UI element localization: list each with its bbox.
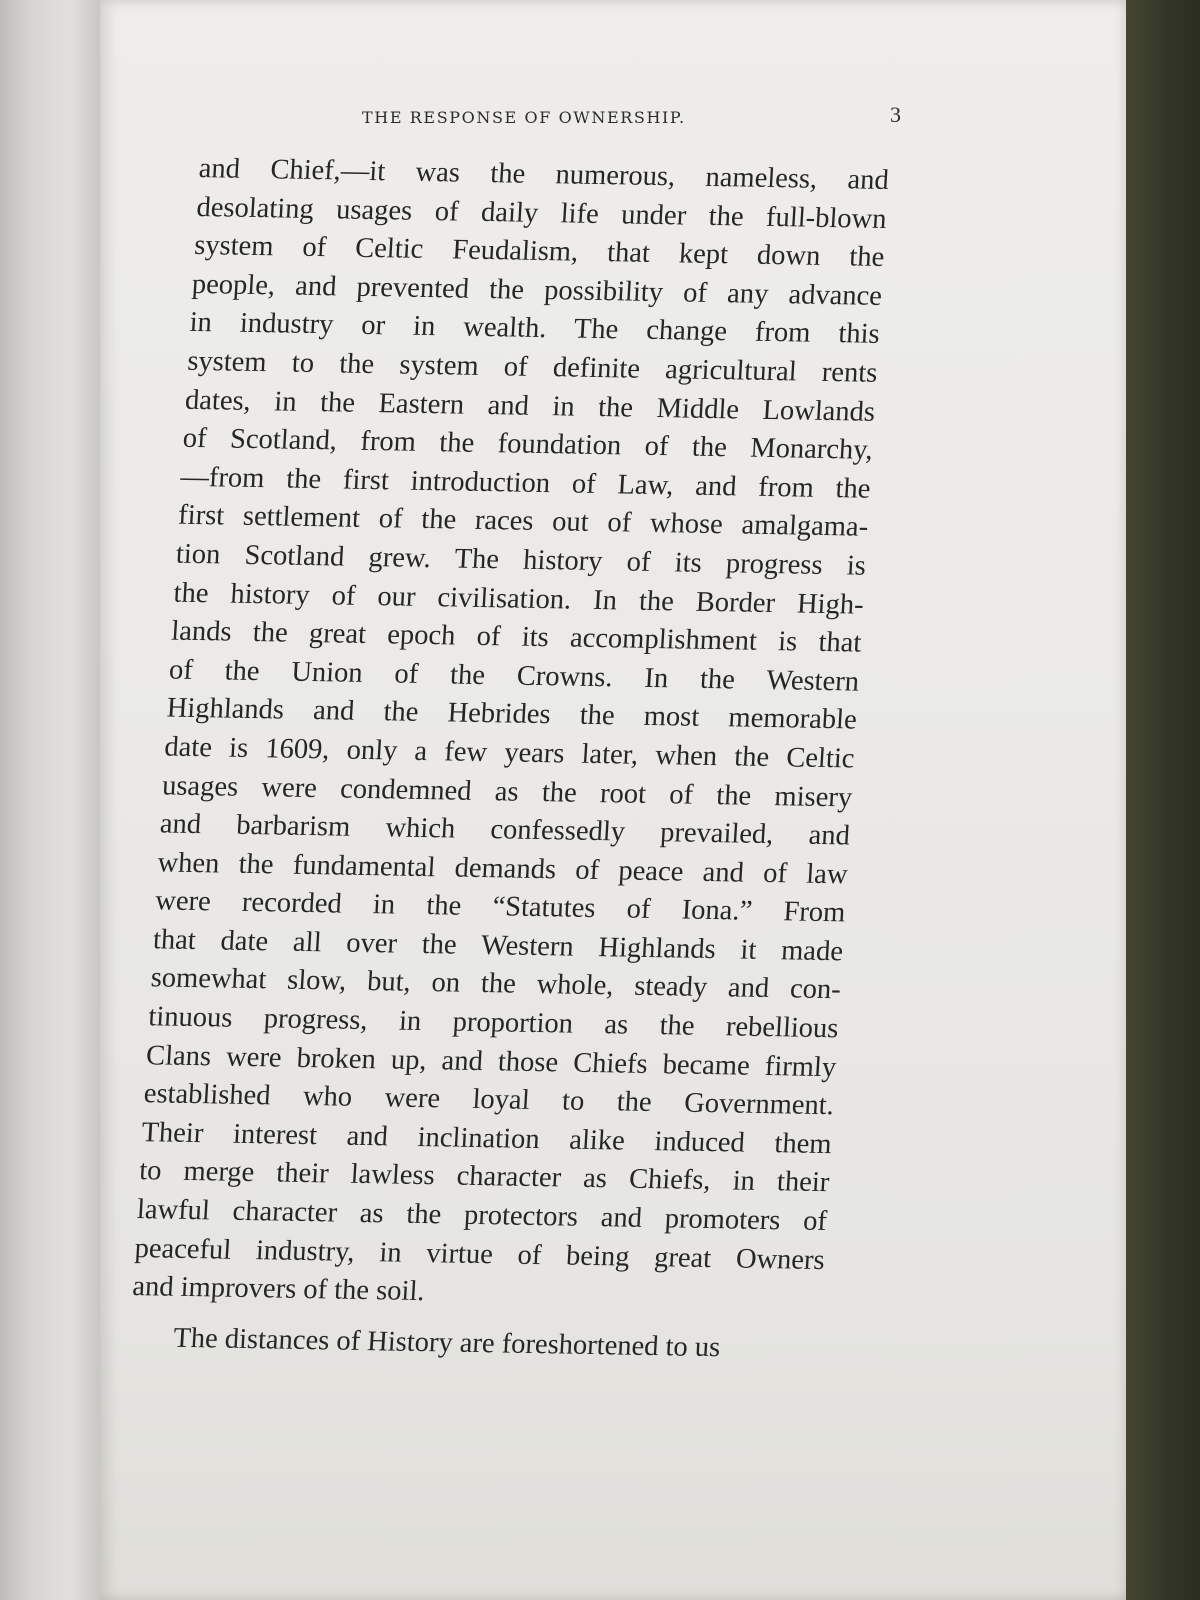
text-line: of Scotland, from the foundation of the Monarchy, bbox=[181, 422, 874, 466]
text-line: were recorded in the “Statutes of Iona.” From bbox=[154, 885, 847, 929]
text-line: lawful character as the protectors and promoters of bbox=[136, 1194, 828, 1238]
text-line: —from the first introduction of Law, and from the bbox=[179, 461, 872, 505]
text-line: tinuous progress, in proportion as the rebellious bbox=[147, 1001, 840, 1045]
text-line: Clans were broken up, and those Chiefs became firmly bbox=[145, 1039, 838, 1083]
running-head: THE RESPONSE OF OWNERSHIP. bbox=[362, 108, 686, 127]
text-line: people, and prevented the possibility of any advance bbox=[191, 268, 883, 312]
text-line: tion Scotland grew. The history of its progress is bbox=[175, 538, 867, 582]
text-line: peaceful industry, in virtue of being great Owners bbox=[133, 1232, 826, 1276]
text-line: and Chief,—it was the numerous, nameless, and bbox=[197, 152, 890, 197]
text-line: dates, in the Eastern and in the Middle Lowlands bbox=[184, 384, 876, 428]
text-line: system to the system of definite agricultural rents bbox=[186, 345, 879, 389]
text-line: established who were loyal to the Government. bbox=[143, 1078, 835, 1122]
text-line: Highlands and the Hebrides the most memorable bbox=[165, 692, 858, 736]
text-line: and improvers of the soil. bbox=[131, 1271, 426, 1308]
text-line: desolating usages of daily life under the full-blown bbox=[195, 191, 888, 235]
text-line: usages were condemned as the root of the misery bbox=[161, 769, 854, 813]
text-line: to merge their lawless character as Chiefs, in their bbox=[138, 1155, 831, 1199]
facing-page-edge bbox=[0, 0, 100, 1600]
text-line: date is 1609, only a few years later, when the Celtic bbox=[163, 731, 856, 775]
text-line: and barbarism which confessedly prevailed, and bbox=[159, 808, 851, 852]
text-line: Their interest and inclination alike induced them bbox=[140, 1116, 833, 1161]
text-line: when the fundamental demands of peace and of law bbox=[156, 847, 849, 891]
text-line: The distances of History are foreshortened to us bbox=[172, 1322, 722, 1364]
text-line: somewhat slow, but, on the whole, steady and con- bbox=[149, 962, 842, 1006]
text-line: the history of our civilisation. In the Border High- bbox=[172, 577, 865, 621]
text-line: first settlement of the races out of whose amalgama- bbox=[177, 500, 870, 544]
text-line: in industry or in wealth. The change from this bbox=[188, 307, 881, 351]
page-number: 3 bbox=[890, 102, 901, 127]
text-line: lands the great epoch of its accomplishment is that bbox=[170, 615, 863, 659]
body-text bbox=[128, 150, 890, 1369]
book-cover-edge bbox=[1126, 0, 1200, 1600]
text-line: system of Celtic Feudalism, that kept down the bbox=[193, 230, 886, 274]
text-line: that date all over the Western Highlands it made bbox=[152, 924, 844, 968]
text-line: of the Union of the Crowns. In the Western bbox=[168, 654, 860, 698]
